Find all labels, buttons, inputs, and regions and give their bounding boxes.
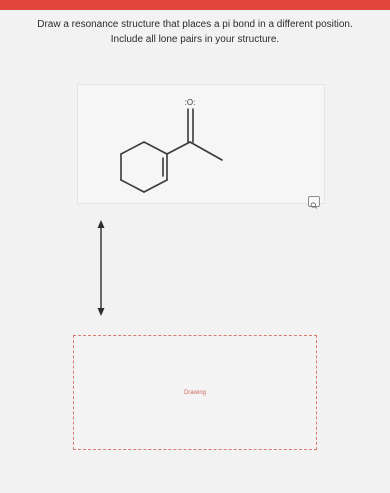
molecule-structure — [78, 85, 324, 203]
question-line-2: Include all lone pairs in your structure. — [110, 34, 280, 45]
question-line-1: Draw a resonance structure that places a pi bond in a different position. — [37, 19, 353, 30]
question-prompt — [8, 17, 382, 47]
ring-to-carbonyl-bond — [167, 142, 190, 154]
drawing-area[interactable] — [73, 335, 317, 450]
ring-bond-6 — [121, 142, 144, 154]
magnifier-glyph — [309, 201, 319, 210]
resonance-double-arrow-icon — [93, 218, 109, 318]
methyl-bond — [190, 142, 222, 160]
oxygen-label: :O: — [184, 98, 196, 107]
ring-bond-1 — [144, 142, 167, 154]
magnifier-icon[interactable] — [308, 196, 320, 207]
drawing-area-label: Drawing — [183, 390, 206, 396]
top-accent-bar — [0, 0, 390, 10]
ring-bond-3 — [144, 180, 167, 192]
given-structure-panel — [77, 84, 325, 204]
ring-bond-4 — [121, 180, 144, 192]
